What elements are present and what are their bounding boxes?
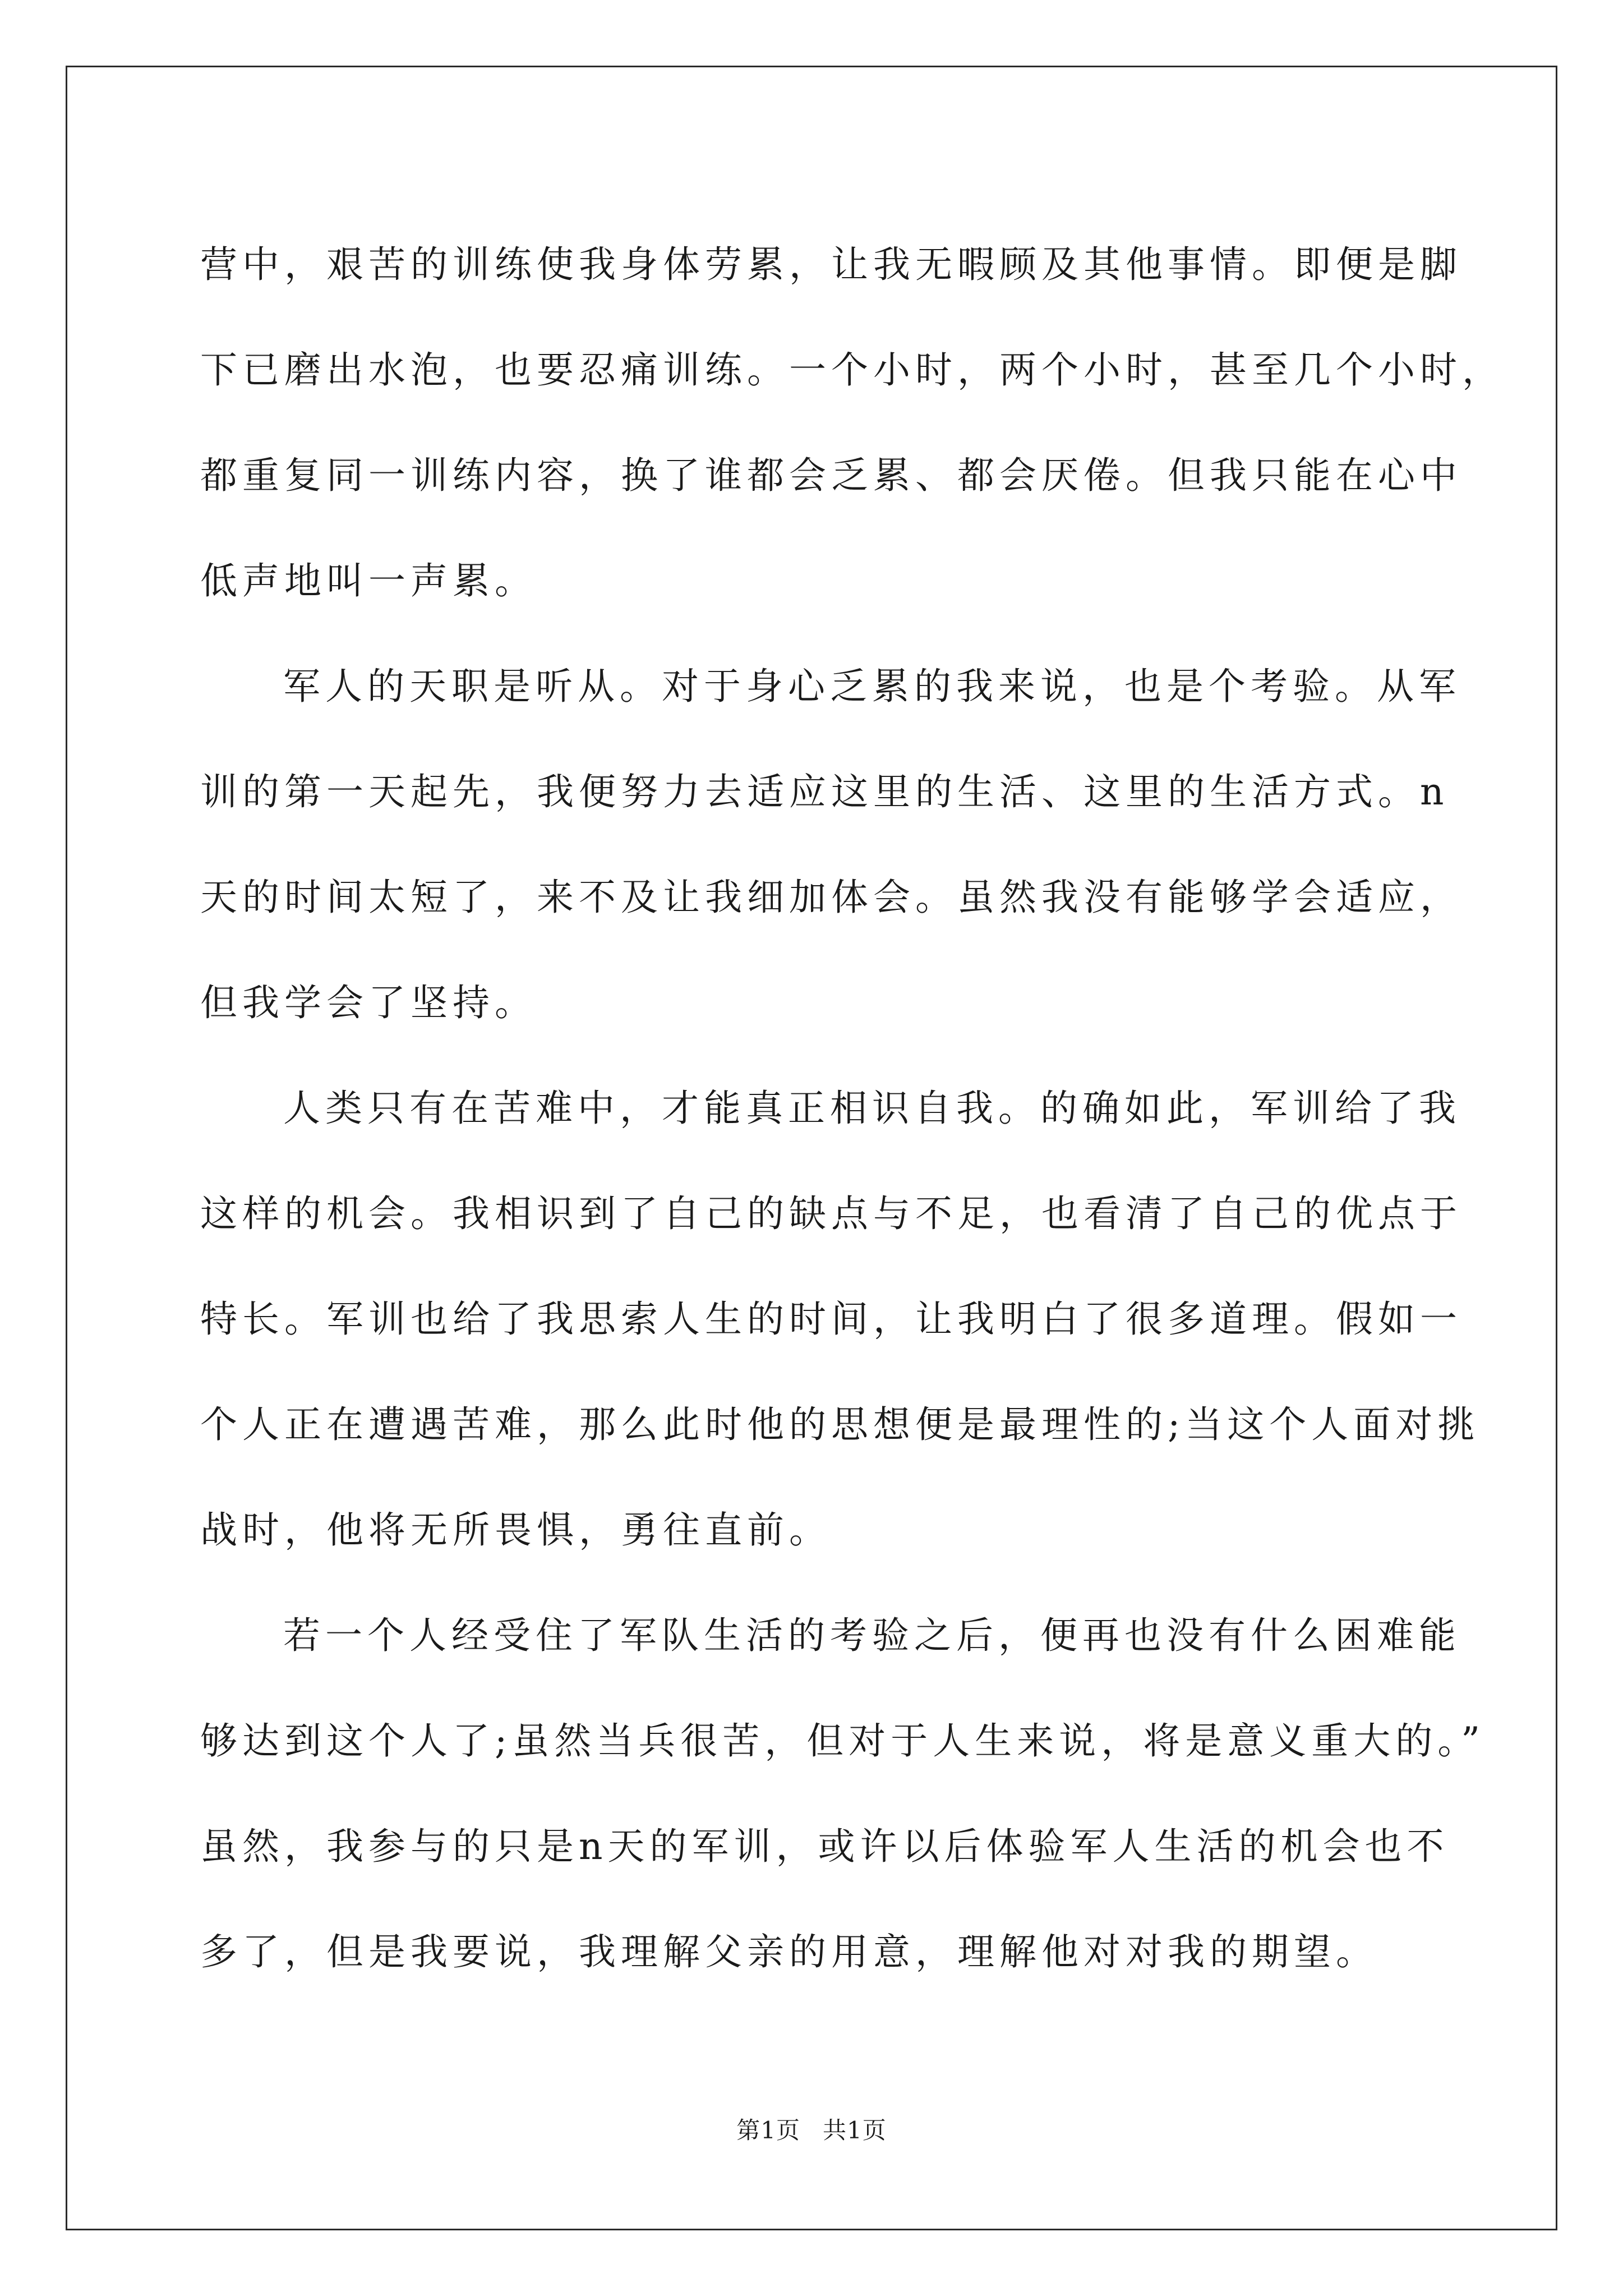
text-line: 多了，但是我要说，我理解父亲的用意，理解他对对我的期望。 (200, 1930, 1378, 1973)
text-line: 军人的天职是听从。对于身心乏累的我来说，也是个考验。从军 (283, 665, 1461, 708)
text-line: 营中，艰苦的训练使我身体劳累，让我无暇顾及其他事情。即便是脚 (200, 243, 1462, 286)
document-body (200, 212, 1504, 2005)
text-line: 人类只有在苦难中，才能真正相识自我。的确如此，军训给了我 (283, 1087, 1461, 1130)
page-number-current: 第1页 (736, 2116, 800, 2144)
text-line: 下已磨出水泡，也要忍痛训练。一个小时，两个小时，甚至几个小时， (200, 348, 1504, 392)
text-line: 若一个人经受住了军队生活的考验之后，便再也没有什么困难能 (283, 1614, 1461, 1657)
text-line: 够达到这个人了;虽然当兵很苦，但对于人生来说，将是意义重大的。” (200, 1719, 1485, 1763)
paragraph-2 (200, 634, 1462, 1056)
text-line: 都重复同一训练内容，换了谁都会乏累、都会厌倦。但我只能在心中 (200, 454, 1462, 497)
text-line: 个人正在遭遇苦难，那么此时他的思想便是最理性的;当这个人面对挑 (200, 1403, 1480, 1446)
text-line: 天的时间太短了，来不及让我细加体会。虽然我没有能够学会适应， (200, 876, 1462, 919)
page-footer (0, 2112, 1623, 2146)
text-line: 但我学会了坚持。 (200, 981, 537, 1024)
page-number-total: 共1页 (823, 2116, 887, 2144)
text-line: 低声地叫一声累。 (200, 559, 537, 602)
text-line: 虽然，我参与的只是n天的军训，或许以后体验军人生活的机会也不 (200, 1825, 1449, 1868)
paragraph-4 (200, 1583, 1485, 2005)
text-line: 特长。军训也给了我思索人生的时间，让我明白了很多道理。假如一 (200, 1297, 1462, 1341)
paragraph-3 (200, 1056, 1480, 1583)
text-line: 训的第一天起先，我便努力去适应这里的生活、这里的生活方式。n (200, 770, 1449, 813)
text-line: 这样的机会。我相识到了自己的缺点与不足，也看清了自己的优点于 (200, 1192, 1462, 1235)
paragraph-1 (200, 212, 1504, 634)
text-line: 战时，他将无所畏惧，勇往直前。 (200, 1508, 831, 1552)
